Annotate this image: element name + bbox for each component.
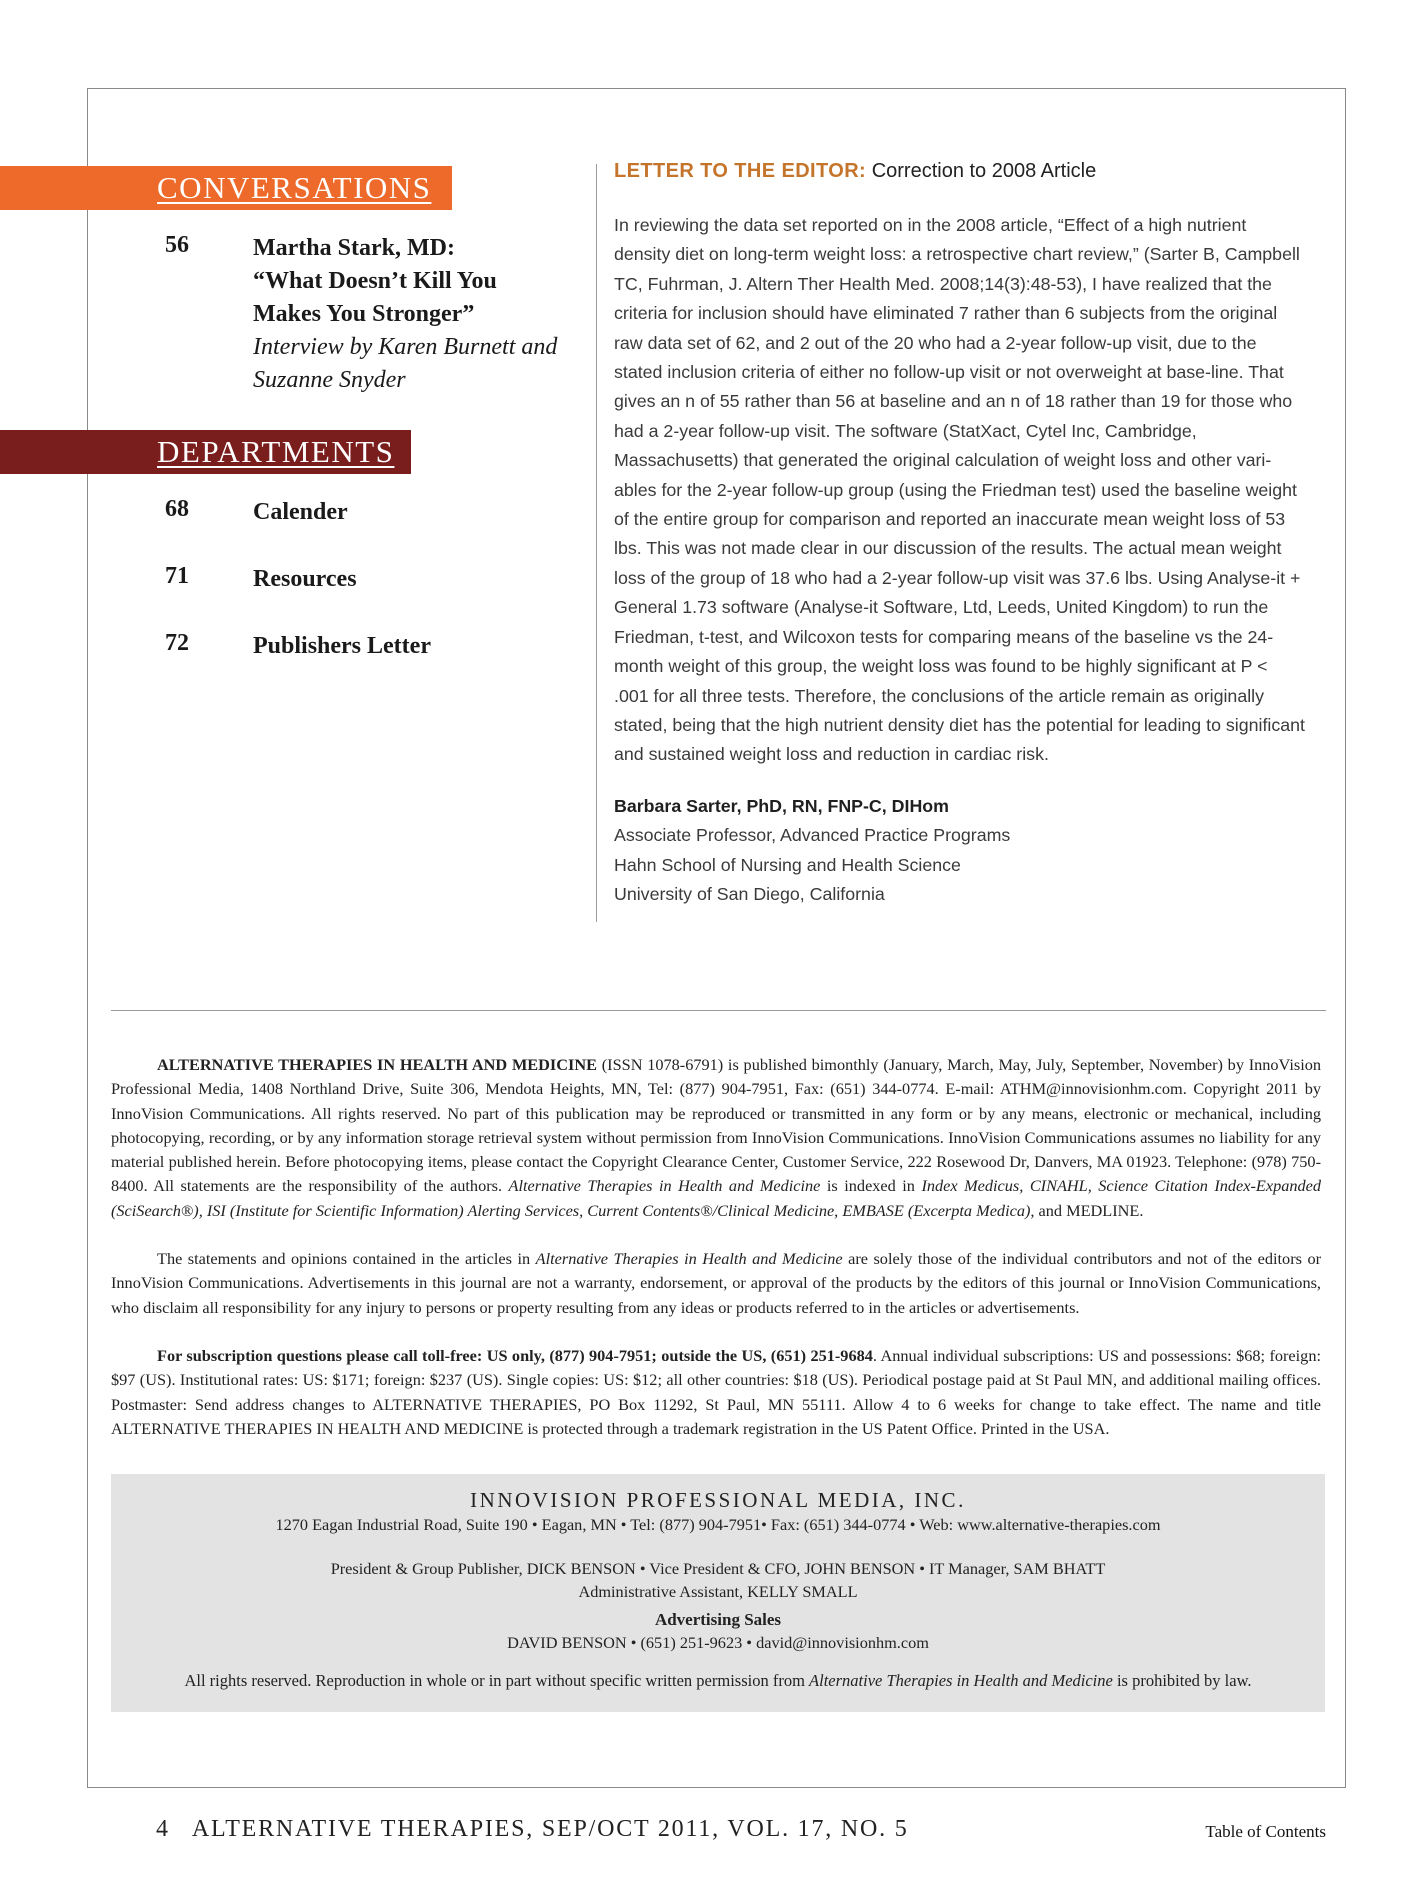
- masthead-journal-title: Alternative Therapies in Health and Medicine: [535, 1249, 843, 1269]
- publisher-staff: President & Group Publisher, DICK BENSON • Vice President & CFO, JOHN BENSON • IT Manager, SAM BHATT: [330, 1559, 1106, 1578]
- signature-line: Hahn School of Nursing and Health Science: [614, 854, 961, 875]
- subscription-phone: For subscription questions please call toll-free: US only, (877) 904-7951; outside the US, (651) 251-9684: [157, 1345, 873, 1365]
- departments-heading: DEPARTMENTS: [157, 434, 395, 469]
- page-number: 4: [156, 1816, 170, 1842]
- toc-title: Resources: [253, 566, 357, 592]
- rights-text: All rights reserved. Reproduction in whole or in part without specific written permission from: [184, 1671, 810, 1690]
- masthead-indexes: Index Medicus, CINAHL, Science Citation Index-Expanded (SciSearch®), ISI (Institute for Scientific Information) Alerting Services, Current Contents®/Clinical Medicine, EMBASE (Excerpta Medica),: [111, 1176, 1322, 1220]
- masthead-paragraph: [111, 1247, 1321, 1320]
- toc-page-number: 56: [165, 232, 189, 258]
- toc-entry-71[interactable]: [165, 563, 357, 596]
- toc-page-number: 71: [165, 563, 189, 589]
- masthead-paragraph: [111, 1344, 1321, 1441]
- letter-body: In reviewing the data set reported on in the 2008 article, “Effect of a high nutrient density diet on long-term weight loss: a retrospective chart review,” (Sarter B, Campbell TC, Fuhrman, J. Altern Ther Health Med. 2008;14(3):48-53), I have realized that the criteria for inclusion should have eliminated 7 rather than 6 subjects from the original raw data set of 62, and 2 out of the 20 who had a 2-year follow-up visit, due to the stated inclusion criteria of either no follow-up visit or not overweight at base-line. That gives an n of 55 rather than 56 at baseline and an n of 18 rather than 19 for those who had a 2-year follow-up visit. The software (StatXact, Cytel Inc, Cambridge, Massachusetts) that generated the original calculation of weight loss and other vari-ables for the 2-year follow-up group (using the Friedman test) used the baseline weight of the entire group for comparison and reported an inaccurate mean weight loss of 53 lbs. This was not made clear in our discussion of the results. The actual mean weight loss of the group of 18 who had a 2-year follow-up visit was 37.6 lbs. Using Analyse-it + General 1.73 software (Analyse-it Software, Ltd, Leeds, United Kingdom) to run the Friedman, t-test, and Wilcoxon tests for comparing means of the baseline vs the 24-month weight of this group, the weight loss was found to be highly significant at P < .001 for all three tests. Therefore, the conclusions of the article remain as originally stated, being that the high nutrient density diet has the potential for leading to significant and sustained weight loss and reduction in cardiac risk.: [614, 215, 1305, 765]
- masthead-legal: [111, 1053, 1321, 1465]
- publisher-rights: [111, 1671, 1325, 1691]
- advertising-heading: Advertising Sales: [654, 1610, 782, 1629]
- toc-subtitle-line: Suzanne Snyder: [253, 367, 406, 393]
- toc-page-number: 72: [165, 630, 189, 656]
- conversations-heading-bar: [0, 166, 452, 210]
- publisher-box: [111, 1474, 1325, 1712]
- table-of-contents-link[interactable]: Table of Contents: [1205, 1822, 1326, 1841]
- toc-subtitle-line: Interview by Karen Burnett and: [253, 334, 558, 360]
- masthead-journal-title: Alternative Therapies in Health and Medicine: [508, 1176, 821, 1196]
- page-footer: [156, 1816, 909, 1843]
- publisher-name: INNOVISION PROFESSIONAL MEDIA, INC.: [470, 1488, 966, 1512]
- masthead-text: (ISSN 1078-6791) is published bimonthly (January, March, May, July, September, November) by InnoVision Professional Media, 1408 Northland Drive, Suite 306, Mendota Heights, MN, Tel: (877) 904-7951, Fax: (651) 344-0774. E-mail: ATHM@innovisionhm.com. Copyright 2011 by InnoVision Communications. All rights reserved. No part of this publication may be reproduced or transmitted in any form or by any means, electronic or mechanical, including photocopying, recording, or by any information storage retrieval system without permission from InnoVision Communications. InnoVision Communications assumes no liability for any material published herein. Before photocopying items, please contact the Copyright Clearance Center, Customer Service, 222 Rosewood Dr, Danvers, MA 01923. Telephone: (978) 750-8400. All statements are the responsibility of the authors.: [111, 1055, 1322, 1196]
- toc-entry-72[interactable]: [165, 630, 431, 663]
- toc-entry-68[interactable]: [165, 496, 348, 529]
- masthead-text: . Annual individual subscriptions: US and possessions: $68; foreign: $97 (US). Institutional rates: US: $171; foreign: $237 (US). Single copies: US: $12; all other countries: $18 (US). Periodical postage paid at St Paul MN, and additional mailing offices. Postmaster: Send address changes to ALTERNATIVE THERAPIES, PO Box 11292, St Paul, MN 55111. Allow 4 to 6 weeks for change to take effect. The name and title ALTERNATIVE THERAPIES IN HEALTH AND MEDICINE is protected through a trademark registration in the US Patent Office. Printed in the USA.: [111, 1345, 1321, 1438]
- column-divider: [596, 164, 597, 922]
- toc-title: Calender: [253, 499, 348, 525]
- publisher-staff: Administrative Assistant, KELLY SMALL: [578, 1582, 858, 1601]
- letter-heading: [614, 160, 1306, 183]
- letter-to-editor: [614, 160, 1306, 909]
- masthead-text: and MEDLINE.: [1034, 1200, 1144, 1220]
- masthead-text: are solely those of the individual contributors and not of the editors or InnoVision Communications. Advertisements in this journal are not a warranty, endorsement, or approval of the products by the editors of this journal or InnoVision Communications, who disclaim all responsibility for any injury to persons or property resulting from any ideas or products referred to in the articles or advertisements.: [111, 1249, 1322, 1317]
- toc-page-number: 68: [165, 496, 189, 522]
- journal-issue: ALTERNATIVE THERAPIES, SEP/OCT 2011, VOL. 17, NO. 5: [191, 1816, 909, 1842]
- masthead-journal-name: ALTERNATIVE THERAPIES IN HEALTH AND MEDICINE: [157, 1055, 597, 1074]
- rights-text: is prohibited by law.: [1112, 1671, 1252, 1690]
- horizontal-divider: [111, 1010, 1326, 1011]
- departments-heading-bar: [0, 430, 411, 474]
- toc-entry-56[interactable]: [165, 232, 557, 397]
- advertising-contact: DAVID BENSON • (651) 251-9623 • david@innovisionhm.com: [507, 1633, 929, 1652]
- publisher-address: 1270 Eagan Industrial Road, Suite 190 • Eagan, MN • Tel: (877) 904-7951• Fax: (651) 344-0774 • Web: www.alternative-therapies.com: [275, 1515, 1161, 1534]
- conversations-heading: CONVERSATIONS: [157, 170, 432, 205]
- toc-title-line: Makes You Stronger”: [253, 301, 475, 327]
- rights-journal-title: Alternative Therapies in Health and Medicine: [809, 1671, 1113, 1690]
- signature-name: Barbara Sarter, PhD, RN, FNP-C, DIHom: [614, 795, 949, 816]
- masthead-text: The statements and opinions contained in the articles in: [157, 1249, 536, 1269]
- toc-title: Publishers Letter: [253, 633, 431, 659]
- toc-title-line: “What Doesn’t Kill You: [253, 268, 497, 294]
- masthead-paragraph: [111, 1053, 1321, 1223]
- toc-title-line: Martha Stark, MD:: [253, 235, 455, 261]
- letter-topic: Correction to 2008 Article: [871, 160, 1097, 182]
- letter-kicker: LETTER TO THE EDITOR:: [614, 160, 867, 182]
- signature-line: Associate Professor, Advanced Practice Programs: [614, 825, 1011, 846]
- signature-line: University of San Diego, California: [614, 883, 885, 904]
- masthead-text: is indexed in: [820, 1176, 922, 1196]
- letter-signature: [614, 792, 1306, 910]
